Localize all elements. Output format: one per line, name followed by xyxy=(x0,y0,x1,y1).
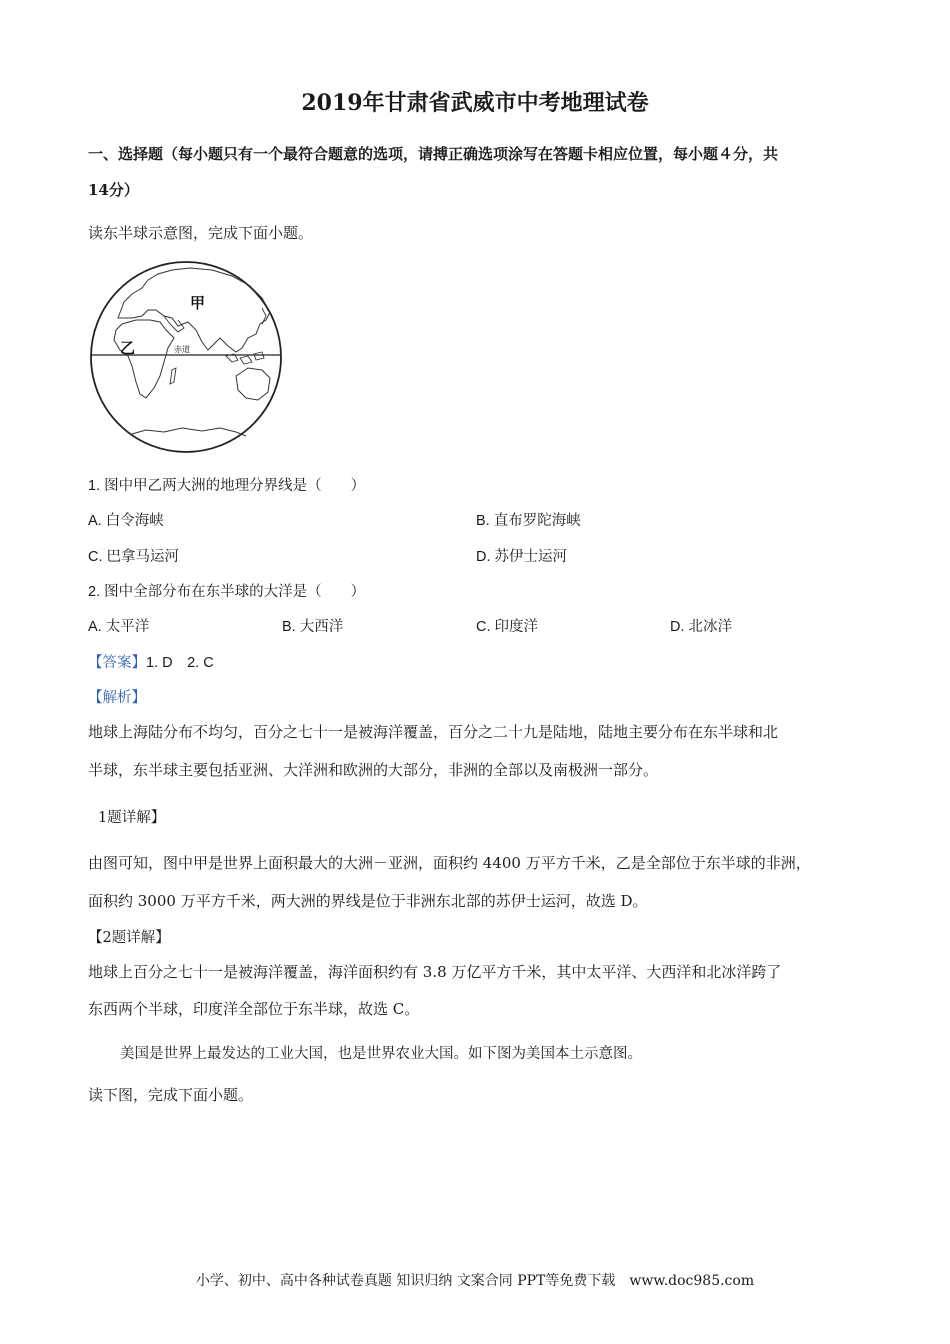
answer-label: 【答案】 xyxy=(88,655,146,671)
label-yi: 乙 xyxy=(120,339,136,357)
analysis-label: 【解析】 xyxy=(88,690,146,706)
q1-option-c: C. 巴拿马运河 xyxy=(88,549,180,565)
page-title: 2019年甘肃省武威市中考地理试卷 xyxy=(301,90,649,116)
eastern-hemisphere-map xyxy=(86,258,286,458)
analysis-line2: 半球，东半球主要包括亚洲、大洋洲和欧洲的大部分，非洲的全部以及南极洲一部分。 xyxy=(88,761,659,779)
question-2-stem: 2. 图中全部分布在东半球的大洋是（ ） xyxy=(88,584,366,600)
question-1-stem: 1. 图中甲乙两大洲的地理分界线是（ ） xyxy=(88,478,366,494)
q2-option-c: C. 印度洋 xyxy=(476,619,539,635)
q1-option-a: A. 白令海峡 xyxy=(88,513,164,529)
answer-row xyxy=(88,651,214,672)
detail-1-label: 1题详解】 xyxy=(98,810,166,826)
usa-intro: 美国是世界上最发达的工业大国，也是世界农业大国。如下图为美国本土示意图。 xyxy=(120,1046,642,1062)
q1-option-b: B. 直布罗陀海峡 xyxy=(476,513,581,529)
intro-text: 读东半球示意图，完成下面小题。 xyxy=(88,224,314,242)
q1-option-d: D. 苏伊士运河 xyxy=(476,549,568,565)
intro-text-2: 读下图，完成下面小题。 xyxy=(88,1086,254,1104)
detail-1-line2: 面积约 3000 万平方千米，两大洲的界线是位于非洲东北部的苏伊士运河，故选 D。 xyxy=(88,892,648,910)
detail-2-label: 【2题详解】 xyxy=(88,930,170,946)
section-heading-line2: 14分） xyxy=(88,181,139,199)
answer-text: 1. D 2. C xyxy=(146,655,214,671)
q2-option-d: D. 北冰洋 xyxy=(670,619,733,635)
label-equator: 赤道 xyxy=(174,345,190,354)
analysis-line1: 地球上海陆分布不均匀，百分之七十一是被海洋覆盖，百分之二十九是陆地，陆地主要分布在东半球和北 xyxy=(88,723,779,741)
q2-option-a: A. 太平洋 xyxy=(88,619,150,635)
detail-2-line1: 地球上百分之七十一是被海洋覆盖，海洋面积约有 3.8 万亿平方千米，其中太平洋、大西洋和北冰洋跨了 xyxy=(88,963,782,981)
label-jia: 甲 xyxy=(190,294,206,312)
detail-2-line2: 东西两个半球，印度洋全部位于东半球，故选 C。 xyxy=(88,1000,420,1018)
q2-option-b: B. 大西洋 xyxy=(282,619,344,635)
page-footer: 小学、初中、高中各种试卷真题 知识归纳 文案合同 PPT等免费下载 www.doc985.com xyxy=(195,1273,755,1289)
section-heading-line1: 一、选择题（每小题只有一个最符合题意的选项，请搏正确选项涂写在答题卡相应位置，每小题４分，共 xyxy=(88,145,779,163)
detail-1-line1: 由图可知，图中甲是世界上面积最大的大洲－亚洲，面积约 4400 万平方千米，乙是全部位于东半球的非洲， xyxy=(88,854,811,872)
